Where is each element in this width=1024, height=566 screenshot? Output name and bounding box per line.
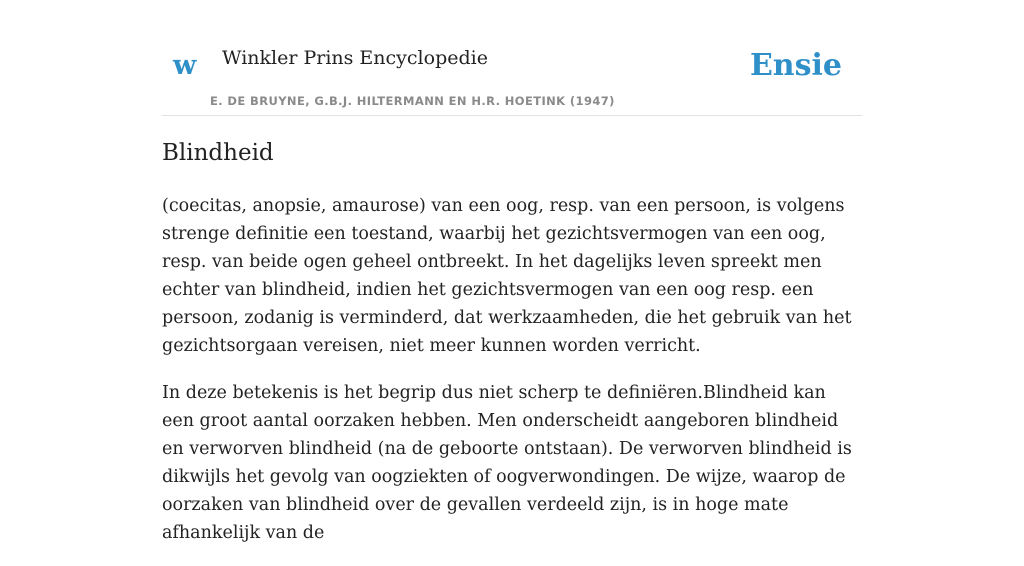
page-container xyxy=(162,0,862,543)
ensie-logo-link[interactable]: Ensie xyxy=(749,48,842,83)
encyclopedia-title[interactable]: Winkler Prins Encyclopedie xyxy=(222,47,488,69)
article-paragraph: In deze betekenis is het begrip dus niet scherp te definiëren.Blindheid kan een groot aantal oorzaken hebben. Men onderscheidt aangeboren blindheid en verworven blindheid (na de geboorte ontstaan). De verworven blindheid is dikwijls het gevolg van oogziekten of oogverwondingen. De wijze, waarop de oorzaken van blindheid over de gevallen verdeeld zijn, is in hoge mate afhankelijk van de xyxy=(162,383,852,543)
encyclopedia-authors: E. DE BRUYNE, G.B.J. HILTERMANN EN H.R. HOETINK (1947) xyxy=(210,94,615,108)
article-paragraph: (coecitas, anopsie, amaurose) van een oog, resp. van een persoon, is volgens strenge definitie een toestand, waarbij het gezichtsvermogen van een oog, resp. van beide ogen geheel ontbreekt. In het dagelijks leven spreekt men echter van blindheid, indien het gezichtsvermogen van een oog resp. een persoon, zodanig is verminderd, dat werkzaamheden, die het gebruik van het gezichtsorgaan vereisen, niet meer kunnen worden verricht. xyxy=(162,196,852,356)
header xyxy=(162,0,862,116)
article-body xyxy=(162,192,862,566)
encyclopedia-logo[interactable]: w xyxy=(173,50,197,81)
article-heading: Blindheid xyxy=(162,140,274,166)
